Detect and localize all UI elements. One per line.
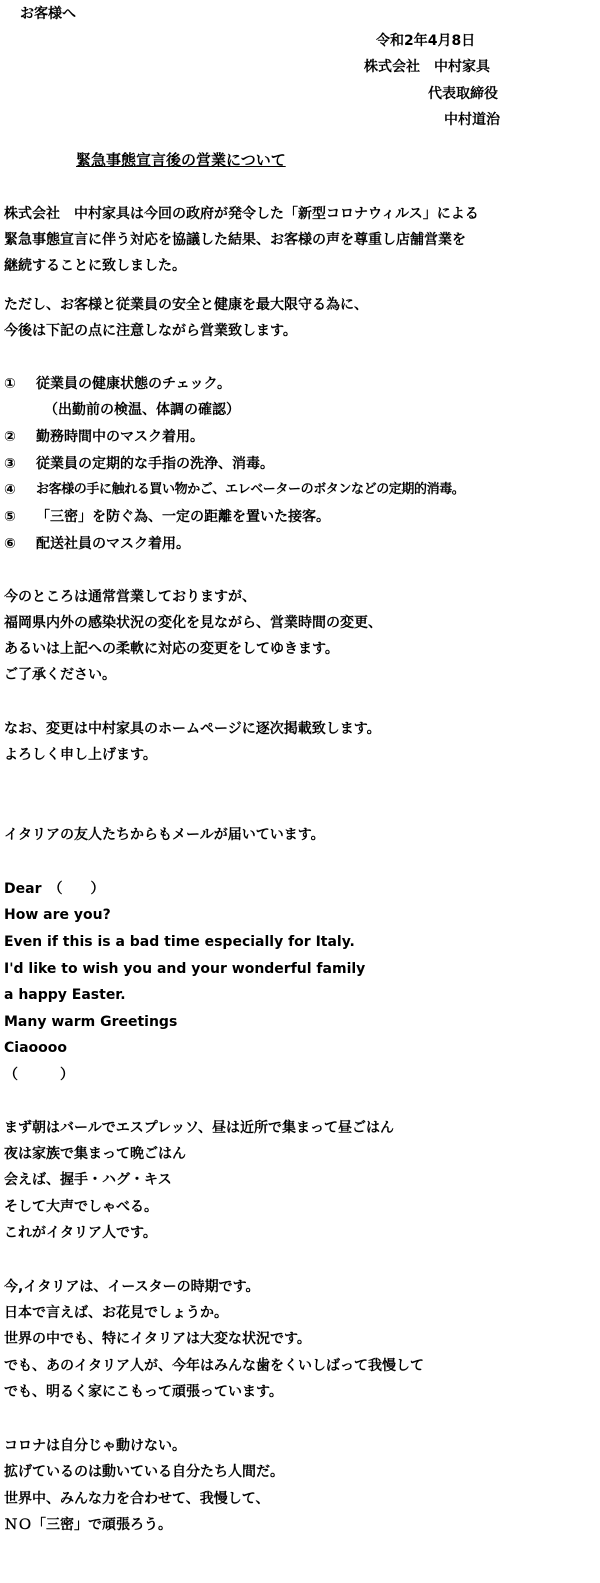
paragraph-line: よろしく申し上げます。 bbox=[4, 747, 157, 763]
list-number: ② bbox=[4, 429, 16, 445]
paragraph-line: なお、変更は中村家具のホームページに逐次掲載致します。 bbox=[4, 721, 381, 737]
list-number: ③ bbox=[4, 456, 16, 472]
paragraph-line: ご了承ください。 bbox=[4, 667, 116, 683]
paragraph-line: イタリアの友人たちからもメールが届いています。 bbox=[4, 827, 325, 843]
list-item: 「三密」を防ぐ為、一定の距離を置いた接客。 bbox=[36, 509, 330, 525]
letter-line: Even if this is a bad time especially for Italy. bbox=[4, 934, 355, 950]
paragraph-line: 株式会社 中村家具は今回の政府が発令した「新型コロナウィルス」による bbox=[4, 206, 479, 222]
company-name: 株式会社 中村家具 bbox=[364, 59, 490, 75]
representative-title: 代表取締役 bbox=[428, 86, 498, 102]
paragraph-line: まず朝はバールでエスプレッソ、昼は近所で集まって昼ごはん bbox=[4, 1120, 395, 1136]
paragraph-line: でも、明るく家にこもって頑張っています。 bbox=[4, 1384, 283, 1400]
list-number: ⑥ bbox=[4, 536, 16, 552]
list-item: 従業員の定期的な手指の洗浄、消毒。 bbox=[36, 456, 274, 472]
list-number: ① bbox=[4, 376, 16, 392]
paragraph-line: 継続することに致しました。 bbox=[4, 258, 186, 274]
paragraph-line: 拡げているのは動いている自分たち人間だ。 bbox=[4, 1464, 284, 1480]
list-item: （出勤前の検温、体調の確認） bbox=[44, 402, 240, 418]
paragraph-line: 今のところは通常営業しておりますが、 bbox=[4, 589, 256, 605]
paragraph-line: 今後は下記の点に注意しながら営業致します。 bbox=[4, 323, 297, 339]
paragraph-line: 福岡県内外の感染状況の変化を見ながら、営業時間の変更、 bbox=[4, 615, 382, 631]
list-number: ④ bbox=[4, 482, 16, 498]
paragraph-line: 会えば、握手・ハグ・キス bbox=[4, 1172, 172, 1188]
paragraph-line: でも、あのイタリア人が、今年はみんな歯をくいしばって我慢して bbox=[4, 1358, 424, 1374]
letter-line: How are you? bbox=[4, 907, 111, 923]
paragraph-line: 日本で言えば、お花見でしょうか。 bbox=[4, 1305, 228, 1321]
letter-line: I'd like to wish you and your wonderful family bbox=[4, 961, 366, 977]
paragraph-line: そして大声でしゃべる。 bbox=[4, 1199, 158, 1215]
paragraph-line: 世界の中でも、特にイタリアは大変な状況です。 bbox=[4, 1331, 311, 1347]
letter-line: （ ） bbox=[4, 1067, 74, 1083]
letter-line: Ciaoooo bbox=[4, 1040, 67, 1056]
list-item: 勤務時間中のマスク着用。 bbox=[36, 429, 204, 445]
paragraph-line: ＮＯ「三密」で頑張ろう。 bbox=[4, 1517, 172, 1533]
paragraph-line: あるいは上記への柔軟に対応の変更をしてゆきます。 bbox=[4, 641, 339, 657]
paragraph-line: ただし、お客様と従業員の安全と健康を最大限守る為に、 bbox=[4, 297, 368, 313]
addressee: お客様へ bbox=[20, 6, 76, 22]
paragraph-line: コロナは自分じゃ動けない。 bbox=[4, 1438, 186, 1454]
paragraph-line: 夜は家族で集まって晩ごはん bbox=[4, 1146, 186, 1162]
document-title: 緊急事態宣言後の営業について bbox=[76, 151, 286, 169]
paragraph-line: これがイタリア人です。 bbox=[4, 1225, 157, 1241]
date: 令和2年4月8日 bbox=[376, 33, 476, 49]
paragraph-line: 世界中、みんな力を合わせて、我慢して、 bbox=[4, 1491, 270, 1507]
list-item: お客様の手に触れる買い物かご、エレベーターのボタンなどの定期的消毒。 bbox=[36, 482, 465, 497]
paragraph-line: 緊急事態宣言に伴う対応を協議した結果、お客様の声を尊重し店舗営業を bbox=[4, 232, 466, 248]
letter-line: Many warm Greetings bbox=[4, 1014, 178, 1030]
letter-line: Dear （ ） bbox=[4, 881, 105, 897]
paragraph-line: 今,イタリアは、イースターの時期です。 bbox=[4, 1279, 260, 1295]
letter-line: a happy Easter. bbox=[4, 987, 126, 1003]
representative-name: 中村道治 bbox=[444, 112, 500, 128]
list-item: 配送社員のマスク着用。 bbox=[36, 536, 190, 552]
list-number: ⑤ bbox=[4, 509, 16, 525]
list-item: 従業員の健康状態のチェック。 bbox=[36, 376, 232, 392]
